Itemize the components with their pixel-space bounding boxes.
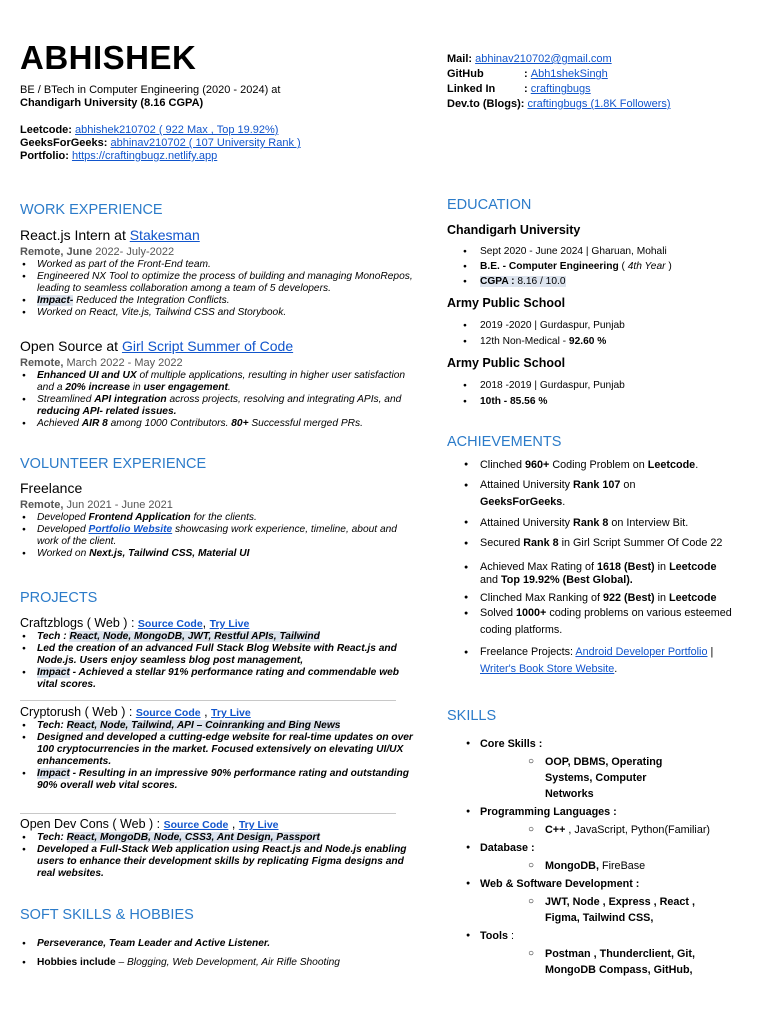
list-item: ● 2019 -2020 | Gurdaspur, Punjab xyxy=(447,320,747,332)
education-block xyxy=(447,223,747,408)
list-item: ● 2018 -2019 | Gurdaspur, Punjab xyxy=(447,380,747,392)
job-meta: Remote, June 2022- July-2022 xyxy=(20,246,175,258)
list-item: ● Impact - Resulting in an impressive 90% performance rating and outstanding 90% overall web vital scores. xyxy=(20,768,415,792)
list-item: ○ C++ , JavaScript, Python(Familiar) xyxy=(480,822,747,838)
try-live-link[interactable]: Try Live xyxy=(238,819,279,831)
volunteer-heading: VOLUNTEER EXPERIENCE xyxy=(20,456,207,472)
list-item: ● Core Skills : ○ OOP, DBMS, Operating Systems, Computer Networks xyxy=(447,737,747,802)
achievement-bullets xyxy=(447,458,747,678)
list-item: ● Worked as part of the Front-End team. xyxy=(20,259,415,271)
education-heading: EDUCATION xyxy=(447,197,532,213)
list-item: ● Web & Software Development : ○ JWT, Node , Express , React , Figma, Tailwind CSS, xyxy=(447,877,747,926)
leetcode-link[interactable]: abhishek210702 ( 922 Max , Top 19.92%) xyxy=(75,124,279,136)
job-title: Open Source at Girl Script Summer of Code xyxy=(20,338,294,354)
list-item: ● Engineered NX Tool to optimize the process of building and managing MonoRepos, leading to seamless collaboration among a team of 5 developers. xyxy=(20,271,415,295)
list-item: ● Developed Frontend Application for the clients. xyxy=(20,512,415,524)
portfolio-website-link[interactable]: Portfolio Website xyxy=(88,524,173,535)
skills-list xyxy=(447,737,747,978)
job-meta: Remote, March 2022 - May 2022 xyxy=(20,357,183,369)
list-item: ○ Postman , Thunderclient, Git, MongoDB Compass, GitHub, xyxy=(480,946,747,978)
list-item: ● Tech : React, Node, MongoDB, JWT, Restful APIs, Tailwind xyxy=(20,631,415,643)
list-item: ● Enhanced UI and UX of multiple applications, resulting in higher user satisfaction and a 20% increase in user engagement. xyxy=(20,370,415,394)
source-code-link[interactable]: Source Code xyxy=(163,819,229,831)
work-heading: WORK EXPERIENCE xyxy=(20,202,163,218)
list-item: ● Attained University Rank 107 on GeeksForGeeks. xyxy=(447,477,747,511)
list-item: ● Solved 1000+ coding problems on various esteemed coding platforms. xyxy=(447,605,747,639)
source-code-link[interactable]: Source Code xyxy=(137,618,203,630)
list-item: ● CGPA : 8.16 / 10.0 xyxy=(447,276,747,288)
volunteer-meta: Remote, Jun 2021 - June 2021 xyxy=(20,499,173,511)
volunteer-role: Freelance xyxy=(20,480,83,496)
project-bullets xyxy=(20,631,415,691)
github-row: GitHub : Abh1shekSingh xyxy=(447,68,608,80)
divider xyxy=(20,813,396,814)
list-item: ● Developed a Full-Stack Web application using React.js and Node.js enabling users to enhance their development skills by replicating Figma designs and real websites. xyxy=(20,844,415,880)
list-item: ○ OOP, DBMS, Operating Systems, Computer Networks xyxy=(480,754,747,802)
divider xyxy=(20,700,396,701)
school-name: Chandigarh University xyxy=(447,223,581,237)
mail-link[interactable]: abhinav210702@gmail.com xyxy=(475,53,612,65)
source-code-link[interactable]: Source Code xyxy=(135,707,201,719)
linkedin-link[interactable]: craftingbugs xyxy=(530,83,591,95)
soft-bullets xyxy=(20,938,420,969)
candidate-name: ABHISHEK xyxy=(20,39,197,76)
list-item: ● Impact- Reduced the Integration Conflicts. xyxy=(20,295,415,307)
project-title: Craftzblogs ( Web ) : Source Code, Try Live xyxy=(20,616,250,630)
volunteer-bullets xyxy=(20,512,415,560)
list-item: ● Achieved AIR 8 among 1000 Contributors. 80+ Successful merged PRs. xyxy=(20,418,415,430)
list-item: ● Developed Portfolio Website showcasing work experience, timeline, about and work of the client. xyxy=(20,524,415,548)
writers-book-store-link[interactable]: Writer's Book Store Website xyxy=(480,663,615,675)
github-link[interactable]: Abh1shekSingh xyxy=(530,68,608,80)
job-bullets xyxy=(20,259,415,319)
projects-heading: PROJECTS xyxy=(20,590,98,606)
header-education xyxy=(20,84,350,110)
list-item: ● Sept 2020 - June 2024 | Gharuan, Mohali xyxy=(447,246,747,258)
university-line: Chandigarh University (8.16 CGPA) xyxy=(20,97,204,109)
achievements-heading: ACHIEVEMENTS xyxy=(447,434,562,450)
list-item: ● Worked on React, Vite.js, Tailwind CSS and Storybook. xyxy=(20,307,415,319)
list-item: ● Attained University Rank 8 on Interview Bit. xyxy=(447,516,747,530)
project-opendevcons xyxy=(20,817,415,880)
list-item: ● Tools : ○ Postman , Thunderclient, Git, MongoDB Compass, GitHub, xyxy=(447,929,747,978)
list-item: ○ JWT, Node , Express , React , Figma, Tailwind CSS, xyxy=(480,894,747,926)
portfolio-link[interactable]: https://craftingbugz.netlify.app xyxy=(71,150,218,162)
mail-row: Mail: abhinav210702@gmail.com xyxy=(447,53,612,65)
project-title: Cryptorush ( Web ) : Source Code , Try Live xyxy=(20,705,251,719)
volunteer-freelance xyxy=(20,480,415,560)
devto-link[interactable]: craftingbugs (1.8K Followers) xyxy=(527,98,671,110)
profile-links xyxy=(20,124,380,163)
list-item: ● Clinched Max Ranking of 922 (Best) in Leetcode xyxy=(447,591,747,605)
job-stakesman xyxy=(20,227,415,319)
job-bullets xyxy=(20,370,415,430)
list-item: ● Programming Languages : ○ C++ , JavaScript, Python(Familiar) xyxy=(447,805,747,838)
list-item: ● Led the creation of an advanced Full Stack Blog Website with React.js and Node.js. Users enjoy seamless blog post management, xyxy=(20,643,415,667)
list-item: ● Freelance Projects: Android Developer Portfolio | Writer's Book Store Website. xyxy=(447,644,747,678)
list-item: ● 12th Non-Medical - 92.60 % xyxy=(447,336,747,348)
list-item: ● Tech: React, MongoDB, Node, CSS3, Ant Design, Passport xyxy=(20,832,415,844)
project-bullets xyxy=(20,832,415,880)
company-link[interactable]: Stakesman xyxy=(129,227,200,243)
project-bullets xyxy=(20,720,415,792)
project-title: Open Dev Cons ( Web ) : Source Code , Try Live xyxy=(20,817,279,831)
list-item: ● Achieved Max Rating of 1618 (Best) in Leetcode and Top 19.92% (Best Global). xyxy=(447,561,747,587)
linkedin-row: Linked In : craftingbugs xyxy=(447,83,591,95)
degree-line: BE / BTech in Computer Engineering (2020 - 2024) at xyxy=(20,84,281,96)
list-item: ● Streamlined API integration across projects, resolving and integrating APIs, and reducing API- related issues. xyxy=(20,394,415,418)
job-gssoc xyxy=(20,338,415,430)
project-cryptorush xyxy=(20,705,415,792)
school-details xyxy=(447,320,747,348)
skills-heading: SKILLS xyxy=(447,708,497,724)
achievements-list xyxy=(447,458,747,678)
list-item: ○ MongoDB, FireBase xyxy=(480,858,747,874)
skill-categories xyxy=(447,737,747,978)
portfolio-row: Portfolio: https://craftingbugz.netlify.app xyxy=(20,150,218,162)
project-craftzblogs xyxy=(20,616,415,691)
devto-row: Dev.to (Blogs): craftingbugs (1.8K Followers) xyxy=(447,98,671,110)
company-link[interactable]: Girl Script Summer of Code xyxy=(121,338,294,354)
soft-skills-list xyxy=(20,938,420,969)
list-item: ● Impact - Achieved a stellar 91% performance rating and commendable web vital scores. xyxy=(20,667,415,691)
list-item: ● 10th - 85.56 % xyxy=(447,396,747,408)
list-item: ● Database : ○ MongoDB, FireBase xyxy=(447,841,747,874)
contact-block xyxy=(447,52,747,112)
try-live-link[interactable]: Try Live xyxy=(211,707,251,719)
school-details xyxy=(447,380,747,408)
gfg-row: GeeksForGeeks: abhinav210702 ( 107 University Rank ) xyxy=(20,137,301,149)
school-name: Army Public School xyxy=(447,356,566,370)
school-name: Army Public School xyxy=(447,296,566,310)
gfg-link[interactable]: abhinav210702 ( 107 University Rank ) xyxy=(110,137,301,149)
list-item: ● Worked on Next.js, Tailwind CSS, Material UI xyxy=(20,548,415,560)
soft-skills-heading: SOFT SKILLS & HOBBIES xyxy=(20,907,194,923)
job-title: React.js Intern at Stakesman xyxy=(20,227,200,243)
list-item: ● B.E. - Computer Engineering ( 4th Year ) xyxy=(447,261,747,273)
list-item: ● Secured Rank 8 in Girl Script Summer Of Code 22 xyxy=(447,535,747,552)
android-portfolio-link[interactable]: Android Developer Portfolio xyxy=(575,646,708,658)
school-details xyxy=(447,246,747,288)
list-item: ● Tech: React, Node, Tailwind, API – Coinranking and Bing News xyxy=(20,720,415,732)
list-item: ● Perseverance, Team Leader and Active Listener. xyxy=(20,938,420,950)
list-item: ● Designed and developed a cutting-edge website for real-time updates on over 100 cryptocurrencies in the market. Focused extensively on elevating UI/UX enhancements. xyxy=(20,732,415,768)
list-item: ● Clinched 960+ Coding Problem on Leetcode. xyxy=(447,458,747,472)
list-item: ● Hobbies include – Blogging, Web Development, Air Rifle Shooting xyxy=(20,957,420,969)
try-live-link[interactable]: Try Live xyxy=(209,618,250,630)
leetcode-row: Leetcode: abhishek210702 ( 922 Max , Top 19.92%) xyxy=(20,124,279,136)
